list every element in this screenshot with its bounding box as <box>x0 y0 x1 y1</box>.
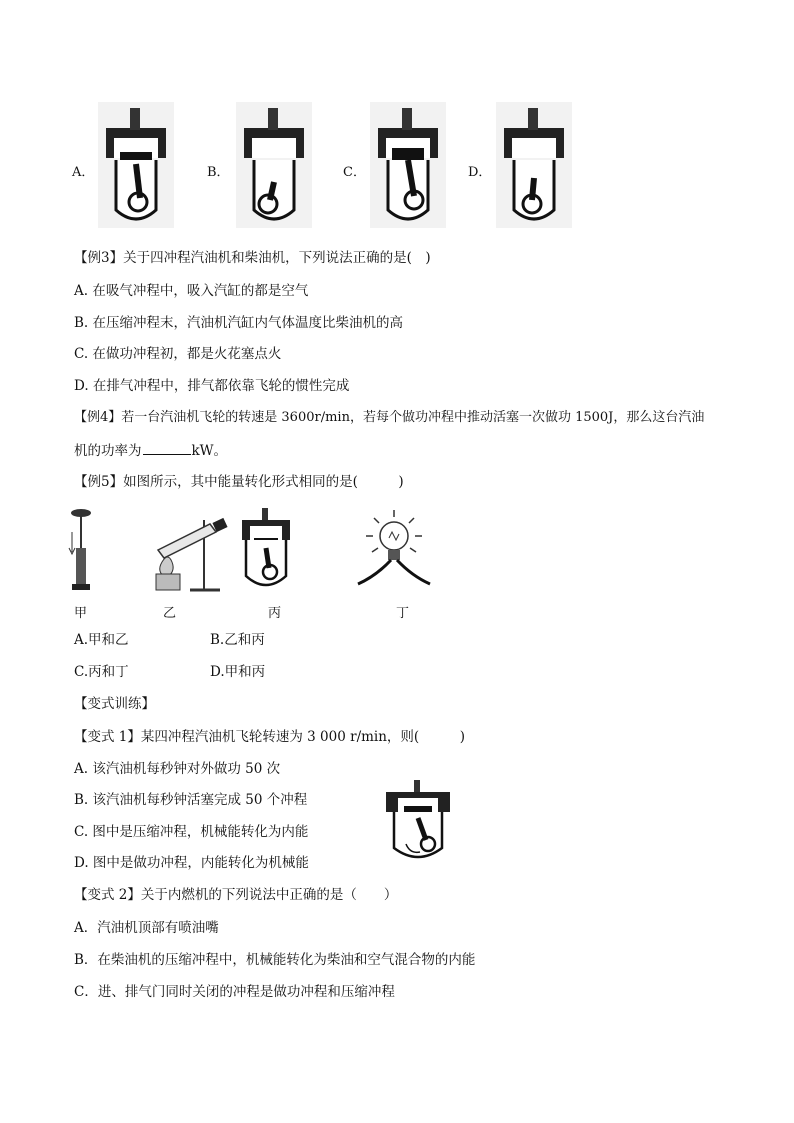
option-c-label: C． <box>343 165 366 180</box>
ex4-answer-blank <box>143 440 191 455</box>
ex5-stem: 【例5】如图所示，其中能量转化形式相同的是( ) <box>74 474 404 490</box>
engine-figure-bing <box>236 506 296 594</box>
var2-option-a: A．汽油机顶部有喷油嘴 <box>74 920 219 936</box>
engine-diagram-b <box>234 100 314 230</box>
caption-jia: 甲 <box>74 606 88 621</box>
caption-ding: 丁 <box>396 606 410 621</box>
var2-option-b: B．在柴油机的压缩冲程中，机械能转化为柴油和空气混合物的内能 <box>74 952 476 968</box>
var1-option-a: A. 该汽油机每秒钟对外做功 50 次 <box>74 761 281 777</box>
caption-yi: 乙 <box>163 606 177 621</box>
ex5-option-c: C.丙和丁 <box>74 664 129 680</box>
var2-stem: 【变式 2】关于内燃机的下列说法中正确的是（ ） <box>74 887 398 903</box>
option-a-label: A． <box>72 165 95 180</box>
var1-option-b: B. 该汽油机每秒钟活塞完成 50 个冲程 <box>74 792 308 808</box>
ex5-option-a: A.甲和乙 <box>74 632 129 648</box>
ex4-line1: 【例4】若一台汽油机飞轮的转速是 3600r/min，若每个做功冲程中推动活塞一次做功 1500J，那么这台汽油 <box>74 410 705 425</box>
ex3-option-a: A. 在吸气冲程中，吸入汽缸的都是空气 <box>74 283 309 299</box>
var2-option-c: C．进、排气门同时关闭的冲程是做功冲程和压缩冲程 <box>74 984 395 1000</box>
light-bulb-figure <box>356 506 432 592</box>
pump-figure <box>66 508 96 594</box>
var1-stem: 【变式 1】某四冲程汽油机飞轮转速为 3 000 r/min，则( ) <box>74 729 465 745</box>
ex5-option-b: B.乙和丙 <box>210 632 265 648</box>
engine-figure-var1 <box>380 778 456 866</box>
ex4-line2-post: kW。 <box>191 443 228 459</box>
ex4-line2 <box>74 440 227 461</box>
engine-diagram-c <box>368 100 448 230</box>
test-tube-figure <box>150 512 240 594</box>
ex3-stem: 【例3】关于四冲程汽油机和柴油机，下列说法正确的是( ) <box>74 250 431 266</box>
ex4-line2-pre: 机的功率为 <box>74 443 142 459</box>
option-d-label: D． <box>468 165 492 180</box>
ex3-option-d: D. 在排气冲程中，排气都依靠飞轮的惯性完成 <box>74 378 350 394</box>
var1-option-c: C. 图中是压缩冲程，机械能转化为内能 <box>74 824 309 840</box>
caption-bing: 丙 <box>268 606 282 621</box>
option-b-label: B． <box>207 165 230 180</box>
ex3-option-c: C. 在做功冲程初，都是火花塞点火 <box>74 346 282 362</box>
engine-diagram-d <box>494 100 574 230</box>
practice-heading: 【变式训练】 <box>74 696 155 712</box>
ex3-option-b: B. 在压缩冲程末，汽油机汽缸内气体温度比柴油机的高 <box>74 315 404 331</box>
ex5-option-d: D.甲和丙 <box>210 664 266 680</box>
var1-option-d: D. 图中是做功冲程，内能转化为机械能 <box>74 855 309 871</box>
engine-diagram-a <box>96 100 176 230</box>
